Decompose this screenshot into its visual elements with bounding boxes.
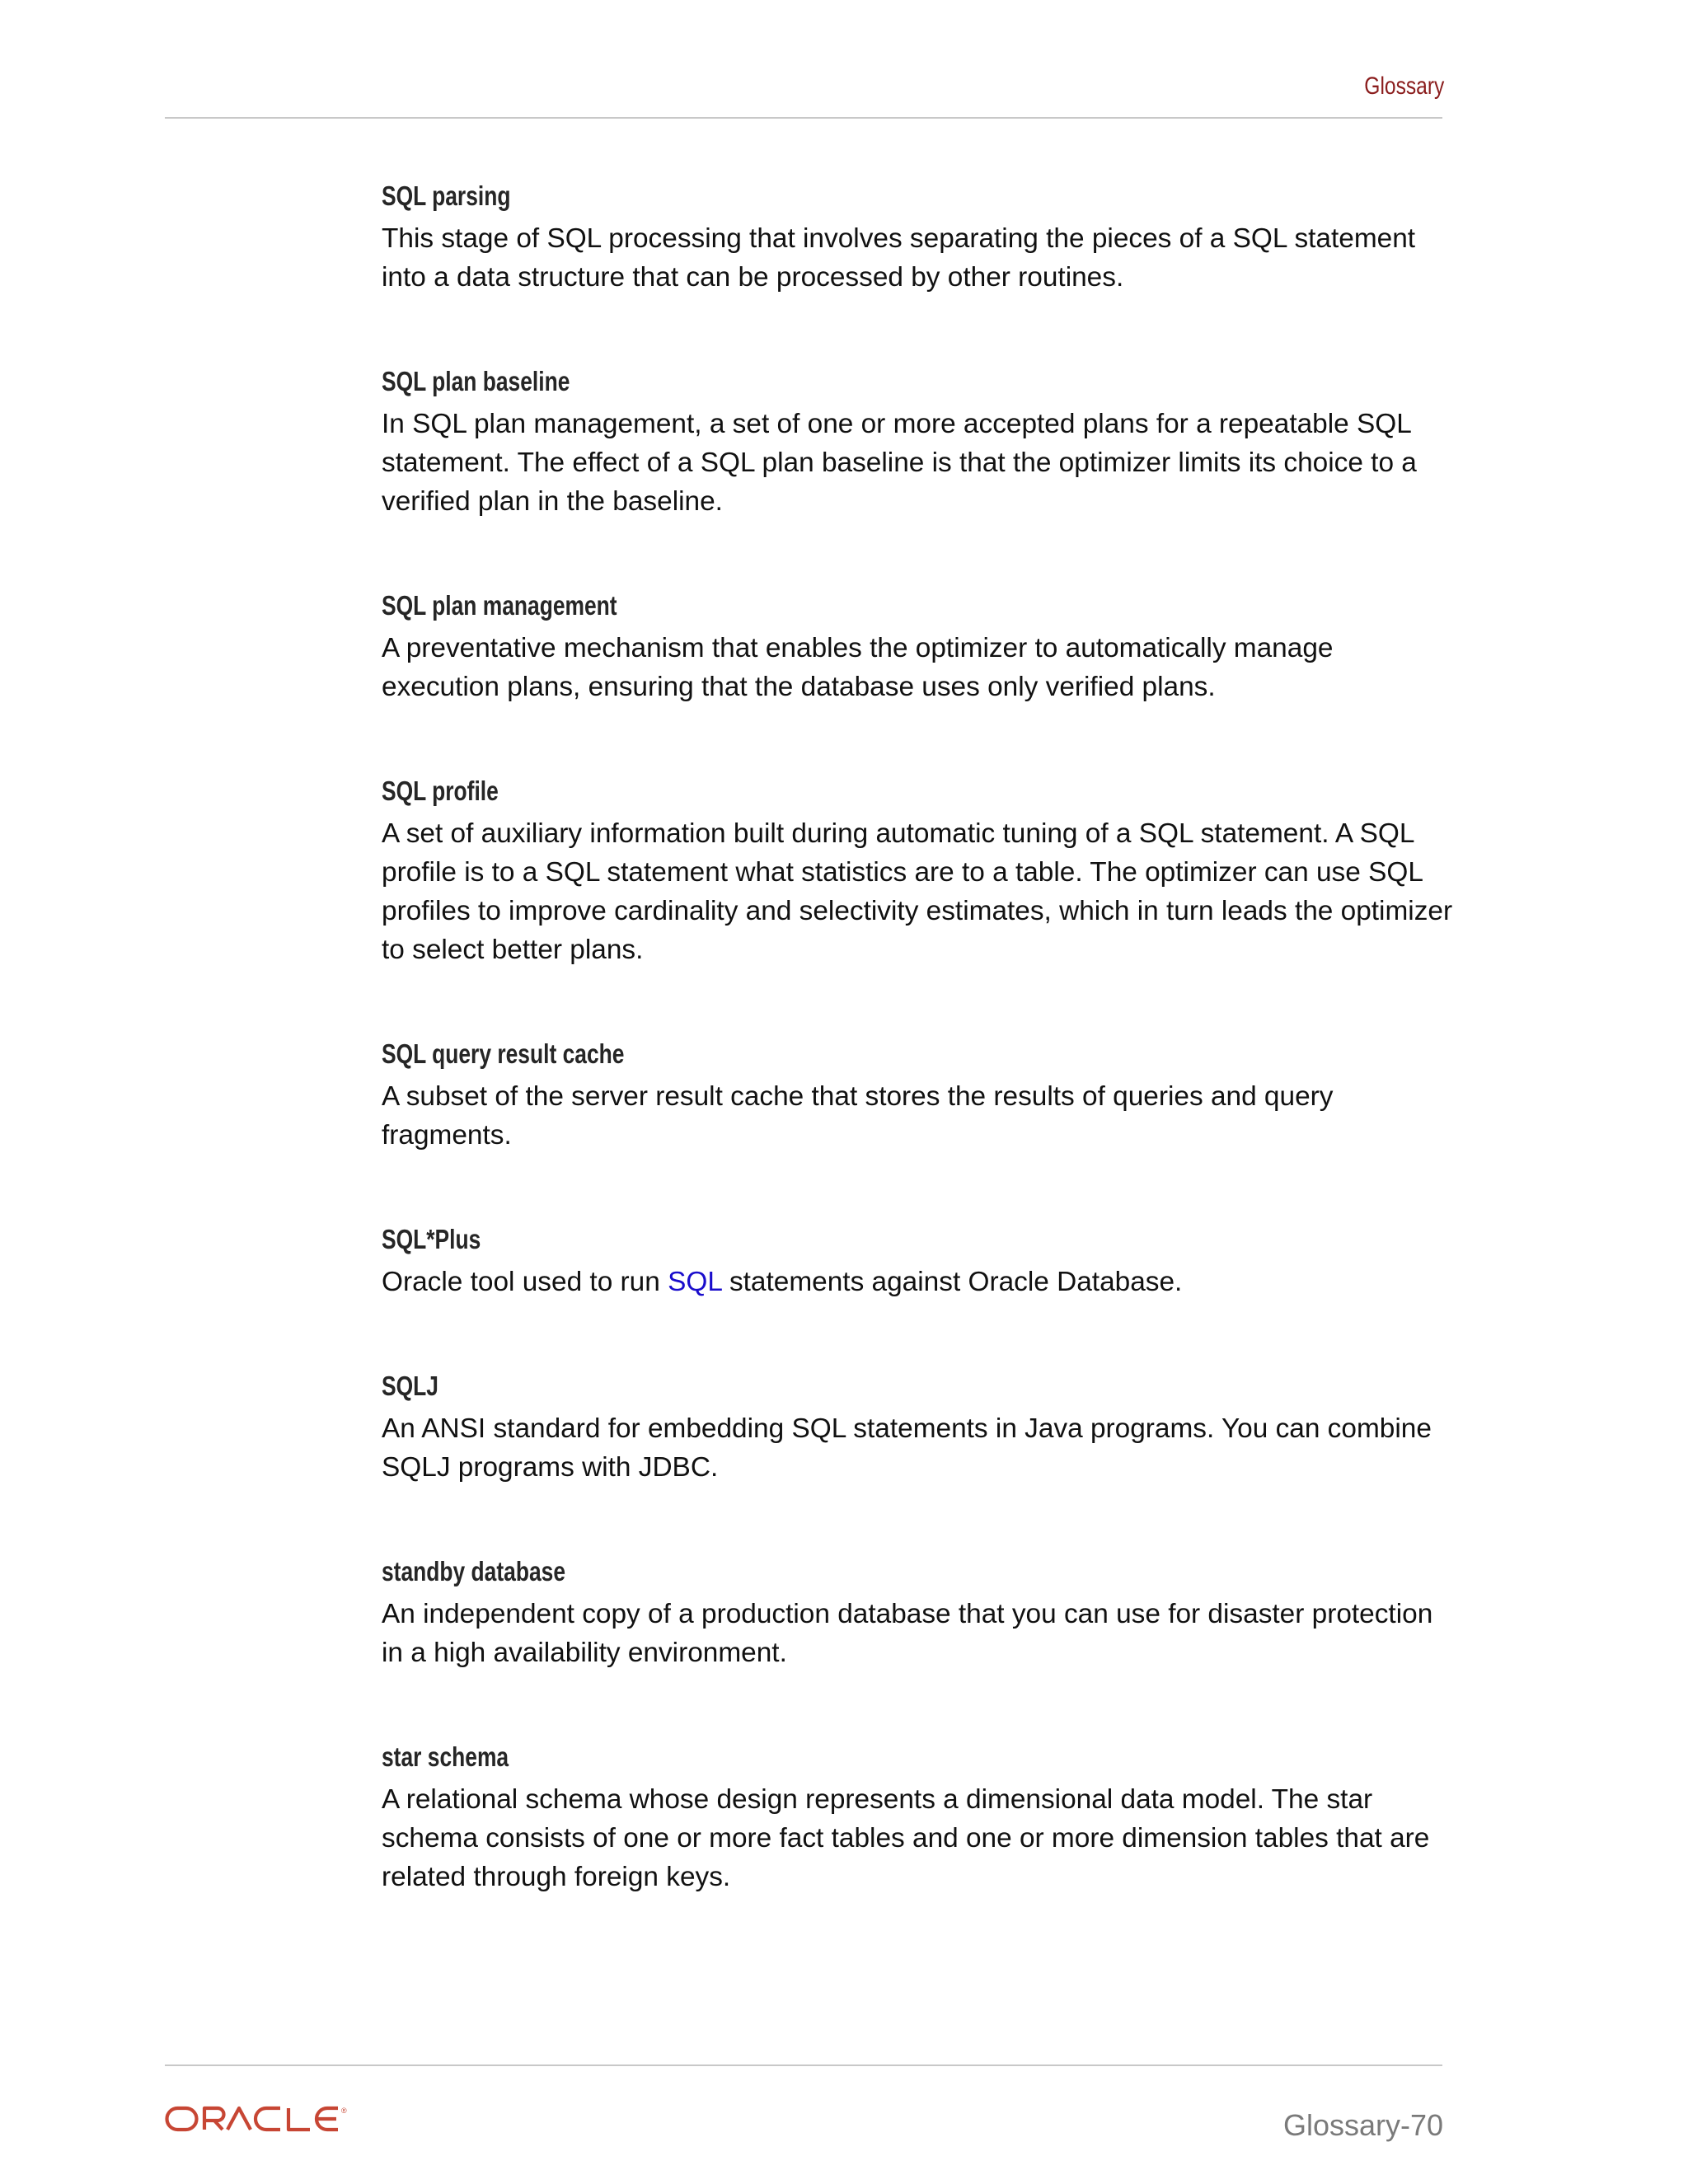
page-number: Glossary-70 (1282, 2108, 1443, 2142)
glossary-term: SQLJ (382, 1371, 438, 1401)
oracle-logo (165, 2103, 354, 2136)
glossary-definition: A preventative mechanism that enables the optimizer to automatically manage execution plans, ensuring that the database uses only verified plans. (382, 633, 1334, 702)
glossary-entry (382, 1737, 1453, 1896)
glossary-definition: An ANSI standard for embedding SQL statements in Java programs. You can combine SQLJ programs with JDBC. (382, 1413, 1432, 1483)
glossary-entry (382, 1220, 1453, 1301)
glossary-entry (382, 771, 1453, 969)
glossary-term: SQL*Plus (382, 1224, 481, 1254)
glossary-entry (382, 1034, 1453, 1155)
header-divider (165, 117, 1442, 119)
glossary-term: SQL query result cache (382, 1038, 625, 1069)
glossary-definition: This stage of SQL processing that involves separating the pieces of a SQL statement into a data structure that can be processed by other routines. (382, 223, 1416, 293)
glossary-term: SQL parsing (382, 180, 511, 211)
glossary-entry (382, 586, 1453, 706)
glossary-definition: A subset of the server result cache that stores the results of queries and query fragments. (382, 1081, 1334, 1151)
running-header: Glossary (1363, 73, 1444, 100)
definition-text: Oracle tool used to run (382, 1267, 668, 1297)
glossary-entry (382, 362, 1453, 521)
glossary-entry (382, 1366, 1453, 1487)
glossary-definition (382, 1263, 1453, 1301)
glossary-entries (382, 176, 1453, 1961)
svg-text:®: ® (341, 2107, 347, 2115)
glossary-definition: A set of auxiliary information built during automatic tuning of a SQL statement. A SQL profile is to a SQL statement what statistics are to a table. The optimizer can use SQL profiles to improve cardinality and selectivity estimates, which in turn leads the optimizer to select better plans. (382, 818, 1453, 965)
glossary-definition: A relational schema whose design represents a dimensional data model. The star schema consists of one or more fact tables and one or more dimension tables that are related through foreign keys. (382, 1784, 1430, 1892)
glossary-term: star schema (382, 1741, 509, 1772)
glossary-definition: An independent copy of a production database that you can use for disaster protection in a high availability environment. (382, 1599, 1433, 1668)
glossary-term: SQL profile (382, 776, 499, 806)
glossary-term: SQL plan management (382, 590, 617, 621)
sql-glossary-link[interactable]: SQL (668, 1267, 722, 1297)
definition-text: statements against Oracle Database. (721, 1267, 1183, 1297)
glossary-entry (382, 1552, 1453, 1672)
glossary-term: standby database (382, 1556, 566, 1586)
glossary-entry (382, 176, 1453, 297)
glossary-term: SQL plan baseline (382, 366, 570, 396)
glossary-definition: In SQL plan management, a set of one or more accepted plans for a repeatable SQL statement. The effect of a SQL plan baseline is that the optimizer limits its choice to a verified plan in the baseline. (382, 409, 1417, 517)
footer-divider (165, 2064, 1442, 2066)
